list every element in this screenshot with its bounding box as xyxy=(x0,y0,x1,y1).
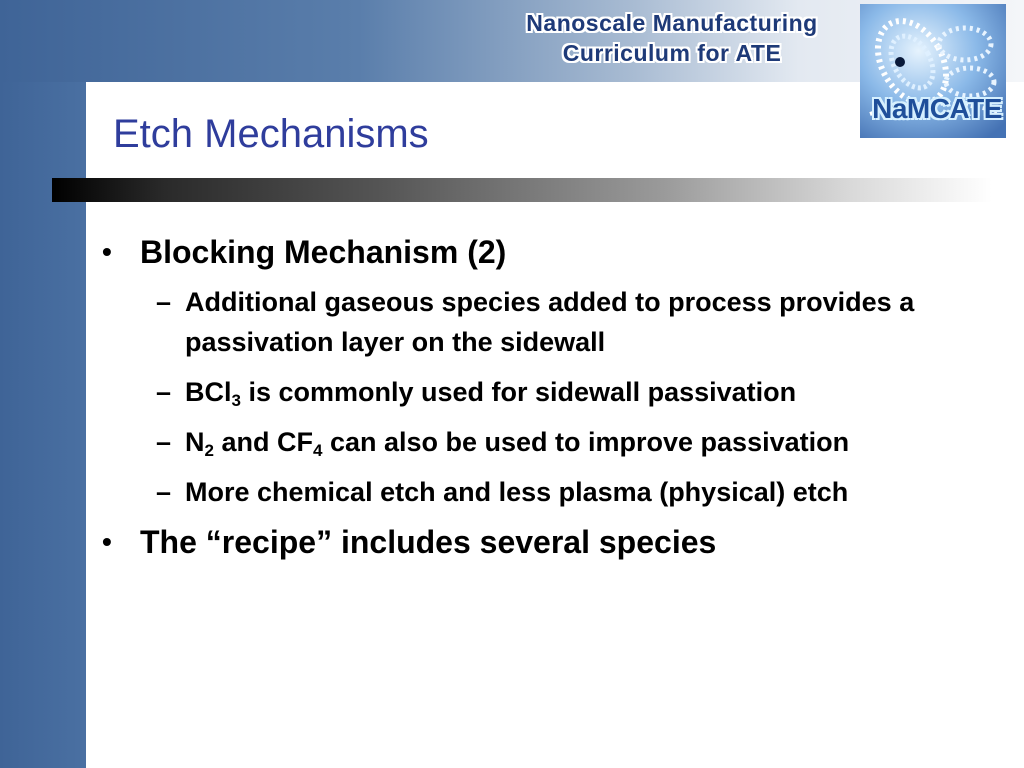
left-sidebar-band xyxy=(0,0,86,768)
dash-icon: – xyxy=(156,427,172,457)
bullet-dot-icon: • xyxy=(102,236,112,267)
bullet-text: The “recipe” includes several species xyxy=(140,524,717,560)
logo-wordmark: NaMCATE xyxy=(872,93,1002,124)
organization-title xyxy=(470,8,874,68)
slide-body xyxy=(100,232,980,572)
bullet-dot-icon: • xyxy=(102,526,112,557)
sub-bullet-text: BCl$_3$ is commonly used for sidewall passivation xyxy=(185,377,797,410)
dash-icon: – xyxy=(156,287,172,317)
sub-bullet-item xyxy=(100,472,980,512)
dash-icon: – xyxy=(156,377,172,407)
title-divider-rule xyxy=(52,178,992,202)
bullet-item xyxy=(100,232,980,272)
slide-title: Etch Mechanisms xyxy=(113,112,429,156)
sub-bullet-item xyxy=(100,422,980,462)
sub-bullet-text: $N_2$ and $CF_4$ can also be used to improve passivation xyxy=(185,427,850,460)
sub-bullet-text: Additional gaseous species added to process provides a passivation layer on the sidewall xyxy=(185,287,915,357)
sub-bullet-text: More chemical etch and less plasma (physical) etch xyxy=(185,477,849,507)
sub-bullet-item xyxy=(100,282,980,362)
namcate-logo xyxy=(860,4,1006,138)
organization-title-line-2: Curriculum for ATE xyxy=(562,40,782,66)
dash-icon: – xyxy=(156,477,172,507)
bullet-item xyxy=(100,522,980,562)
sub-bullet-item xyxy=(100,372,980,412)
organization-title-line-1: Nanoscale Manufacturing xyxy=(526,10,818,36)
bullet-text: Blocking Mechanism (2) xyxy=(140,234,507,270)
